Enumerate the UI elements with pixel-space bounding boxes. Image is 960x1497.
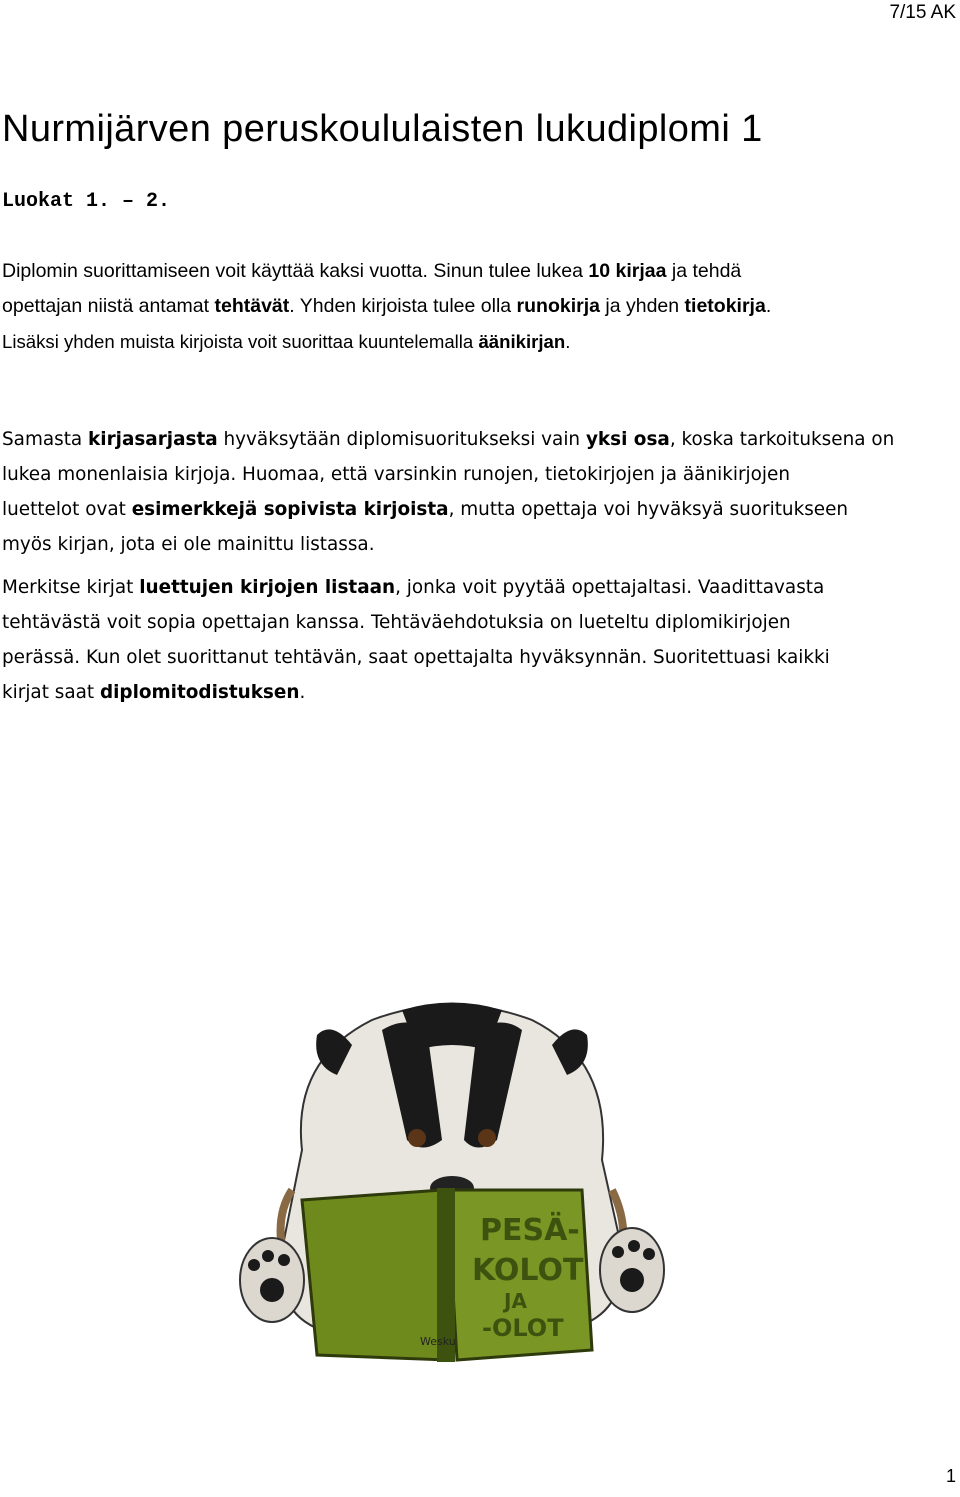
text-line: kirjat saat diplomitodistuksen.	[2, 682, 306, 703]
text-line: luettelot ovat esimerkkejä sopivista kirjoista, mutta opettaja voi hyväksyä suoritukseen	[2, 499, 849, 520]
grade-subtitle: Luokat 1. – 2.	[2, 190, 171, 213]
text-line: Merkitse kirjat luettujen kirjojen listaan, jonka voit pyytää opettajaltasi. Vaadittavasta	[2, 577, 825, 598]
doc-code: 7/15 AK	[889, 2, 956, 23]
book-title-line2: KOLOT	[472, 1253, 584, 1288]
book-title-line4: -OLOT	[482, 1314, 564, 1342]
text-line: lukea monenlaisia kirjoja. Huomaa, että varsinkin runojen, tietokirjojen ja äänikirjojen	[2, 464, 790, 485]
book-title-line3: JA	[504, 1289, 527, 1313]
text-line: perässä. Kun olet suorittanut tehtävän, saat opettajalta hyväksynnän. Suoritettuasi kaikki	[2, 647, 830, 668]
page-title: Nurmijärven peruskoululaisten lukudiplomi 1	[2, 108, 763, 150]
text-line: tehtävästä voit sopia opettajan kanssa. Tehtäväehdotuksia on lueteltu diplomikirjojen	[2, 612, 791, 633]
text-line: myös kirjan, jota ei ole mainittu listassa.	[2, 534, 375, 555]
page-number: 1	[945, 1466, 956, 1486]
book-title-line1: PESÄ-	[480, 1213, 580, 1248]
paragraph-instructions	[2, 570, 958, 710]
text-line: Diplomin suorittamiseen voit käyttää kaksi vuotta. Sinun tulee lukea 10 kirjaa ja tehdä	[2, 260, 742, 282]
paragraph-series-rule	[2, 422, 958, 562]
paragraph-requirements	[2, 254, 958, 359]
artist-signature: Wesku	[420, 1335, 456, 1348]
text-line: Lisäksi yhden muista kirjoista voit suorittaa kuuntelemalla äänikirjan.	[2, 331, 571, 352]
text-line: Samasta kirjasarjasta hyväksytään diplomisuoritukseksi vain yksi osa, koska tarkoituksena on	[2, 429, 895, 450]
text-line: opettajan niistä antamat tehtävät. Yhden kirjoista tulee olla runokirja ja yhden tietokirja.	[2, 295, 772, 317]
badger-reading-book-icon	[232, 990, 672, 1374]
